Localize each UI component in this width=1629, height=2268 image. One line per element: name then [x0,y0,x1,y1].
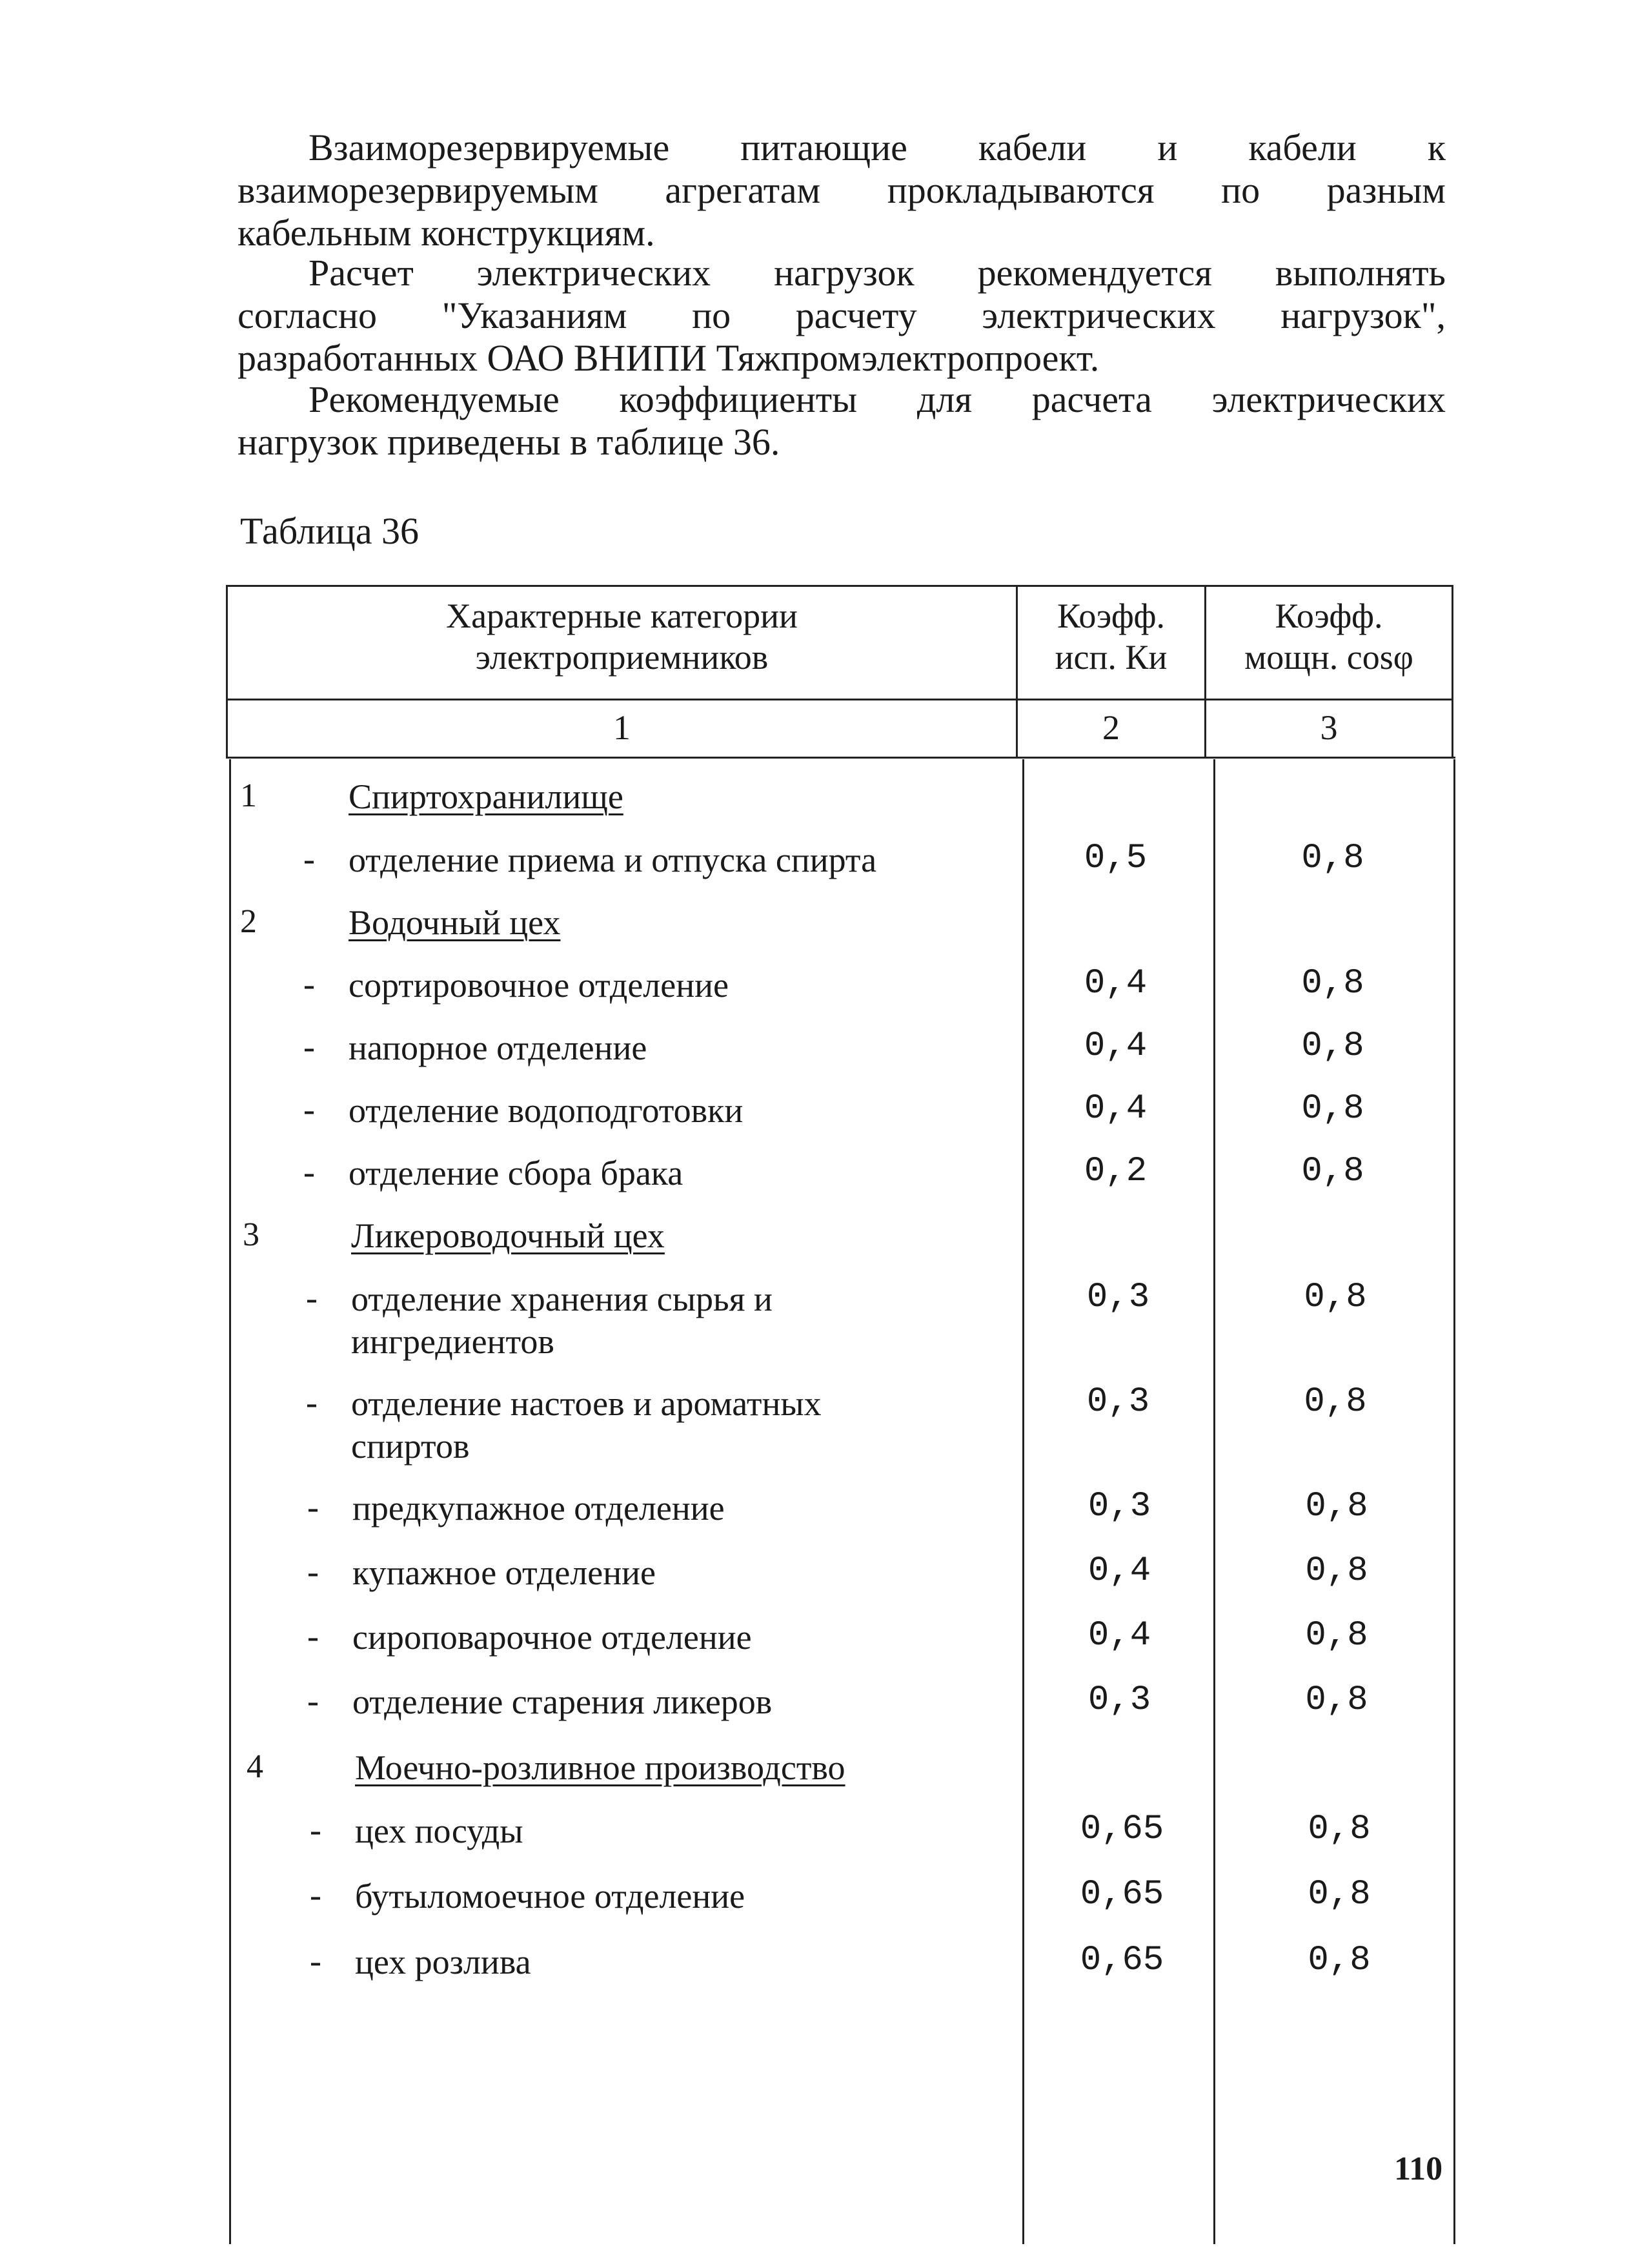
row-number: 1 [240,777,257,814]
ki-value: 0,4 [1084,1089,1148,1129]
item-dash: - [310,1941,321,1980]
ki-value: 0,2 [1084,1152,1148,1191]
category-name: Водочный цех [349,903,561,942]
header-cos [1206,595,1452,678]
ki-value: 0,65 [1080,1875,1164,1914]
item-name: купажное отделение [352,1553,656,1592]
cos-value: 0,8 [1304,1382,1367,1422]
cos-value: 0,8 [1301,964,1364,1003]
ki-value: 0,4 [1088,1551,1151,1591]
ki-value: 0,5 [1084,839,1148,878]
paragraph-line: кабельным конструкциям. [238,212,655,254]
header-cos-line-2: мощн. cosφ [1244,638,1413,677]
item-dash: - [303,1027,315,1066]
page-number: 110 [1394,2151,1443,2187]
item-dash: - [307,1487,319,1526]
cos-value: 0,8 [1301,1089,1364,1129]
row-number: 2 [240,903,257,940]
cos-value: 0,8 [1308,1875,1371,1914]
header-categories-line-1: Характерные категории [446,597,798,635]
ki-value: 0,3 [1086,1278,1150,1317]
item-dash: - [306,1383,318,1422]
header-categories [228,595,1016,678]
item-name: сироповарочное отделение [352,1618,752,1657]
cos-value: 0,8 [1304,1278,1367,1317]
category-name: Ликероводочный цех [351,1216,665,1255]
item-dash: - [303,965,315,1003]
item-name: сортировочное отделение [349,966,729,1005]
column-number: 1 [613,708,631,747]
row-number: 4 [247,1748,263,1785]
item-name: отделение приема и отпуска спирта [349,841,877,879]
cos-value: 0,8 [1308,1810,1371,1849]
cos-value: 0,8 [1301,1027,1364,1066]
item-dash: - [303,1090,315,1129]
item-name: бутыломоечное отделение [355,1877,745,1916]
item-name: цех посуды [355,1812,523,1850]
header-ki [1018,595,1204,678]
item-name: отделение хранения сырья и ингредиентов [351,1280,773,1361]
cos-value: 0,8 [1301,839,1364,878]
paragraph-3 [238,378,1446,464]
item-dash: - [310,1875,321,1914]
header-categories-line-2: электроприемников [475,638,769,677]
item-dash: - [303,1152,315,1191]
cos-value: 0,8 [1305,1681,1368,1720]
ki-value: 0,65 [1080,1810,1164,1849]
ki-value: 0,4 [1088,1616,1151,1655]
row-number: 3 [243,1216,259,1253]
item-dash: - [303,839,315,878]
item-name: отделение старения ликеров [352,1682,773,1721]
paragraph-2 [238,252,1446,380]
paragraph-line: Рекомендуемые коэффициенты для расчета электрических [309,378,1446,420]
column-number: 2 [1102,708,1120,747]
column-number: 3 [1320,708,1338,747]
paragraph-line: Взаиморезервируемые питающие кабели и кабели к [309,127,1446,169]
paragraph-line: нагрузок приведены в таблице 36. [238,421,780,463]
category-name: Моечно-розливное производство [355,1748,845,1787]
category-name: Спиртохранилище [349,777,623,816]
cos-value: 0,8 [1305,1616,1368,1655]
item-name: предкупажное отделение [352,1489,725,1527]
item-dash: - [307,1681,319,1720]
paragraph-line: Расчет электрических нагрузок рекомендуется выполнять [309,252,1446,294]
ki-value: 0,3 [1088,1681,1151,1720]
ki-value: 0,4 [1084,1027,1148,1066]
cos-value: 0,8 [1305,1487,1368,1526]
ki-value: 0,3 [1086,1382,1150,1422]
item-dash: - [307,1552,319,1591]
item-name: отделение сбора брака [349,1154,683,1192]
header-ki-line-1: Коэфф. [1057,597,1165,635]
header-cos-line-1: Коэфф. [1275,597,1383,635]
item-dash: - [307,1617,319,1655]
item-name: напорное отделение [349,1028,647,1067]
ki-value: 0,4 [1084,964,1148,1003]
ki-value: 0,3 [1088,1487,1151,1526]
item-dash: - [310,1810,321,1849]
table-caption: Таблица 36 [240,510,420,552]
ki-value: 0,65 [1080,1941,1164,1980]
item-dash: - [306,1278,318,1317]
paragraph-1 [238,127,1446,254]
item-name: отделение водоподготовки [349,1091,744,1130]
paragraph-line: разработанных ОАО ВНИПИ Тяжпромэлектропроект. [238,337,1100,379]
cos-value: 0,8 [1308,1941,1371,1980]
paragraph-line: согласно "Указаниям по расчету электрических нагрузок", [238,294,1446,336]
paragraph-line: взаиморезервируемым агрегатам прокладываются по разным [238,169,1446,211]
cos-value: 0,8 [1301,1152,1364,1191]
header-ki-line-2: исп. Ки [1055,638,1168,677]
item-name: цех розлива [355,1943,531,1981]
cos-value: 0,8 [1305,1551,1368,1591]
item-name: отделение настоев и ароматных спиртов [351,1384,822,1466]
